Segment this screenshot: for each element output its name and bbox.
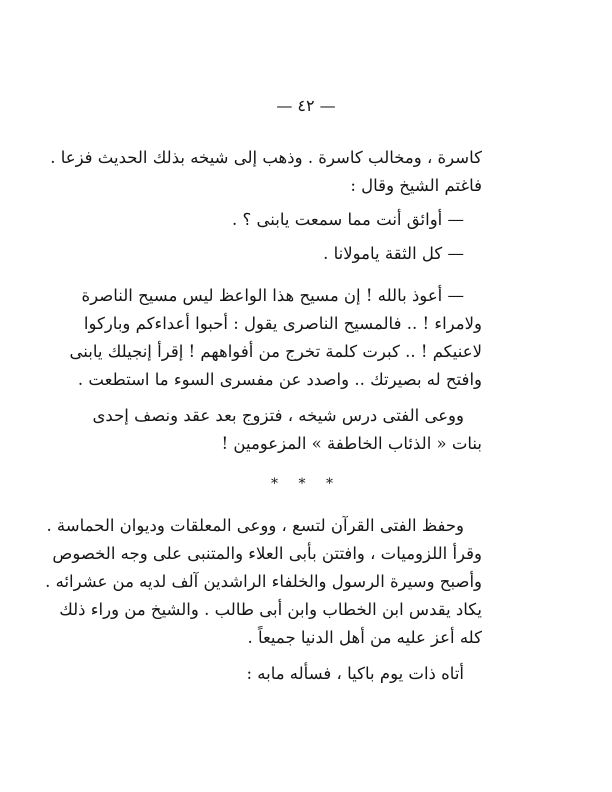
paragraph-line: أتاه ذات يوم باكيا ، فسأله مابه : (246, 664, 464, 683)
text-line: وقرأ اللزوميات ، وافتتن بأبى العلاء والمتنبى على وجه الخصوص (52, 544, 482, 563)
section-separator: * * * (271, 476, 341, 492)
paragraph-line: ووعى الفتى درس شيخه ، فتزوج بعد عقد ونصف إحدى (92, 406, 464, 425)
text-line: كله أعز عليه من أهل الدنيا جميعاً . (247, 628, 482, 647)
text-line: بنات « الذئاب الخاطفة » المزعومين ! (221, 434, 482, 453)
page-number: — ٤٢ — (276, 96, 336, 115)
text-line: فاغتم الشيخ وقال : (350, 176, 482, 195)
text-line: وافتح له بصيرتك .. واصدد عن مفسرى السوء ما استطعت . (77, 370, 482, 389)
text-line: كاسرة ، ومخالب كاسرة . وذهب إلى شيخه بذلك الحديث فزعا . (50, 148, 482, 167)
paragraph-line: وحفظ الفتى القرآن لتسع ، ووعى المعلقات وديوان الحماسة . (46, 516, 464, 535)
text-line: وأصبح وسيرة الرسول والخلفاء الراشدين آلف لديه من عشرائه . (45, 572, 482, 591)
dialogue-line: — أوائق أنت مما سمعت يابنى ؟ . (232, 210, 464, 229)
text-line: يكاد يقدس ابن الخطاب وابن أبى طالب . والشيخ من وراء ذلك (59, 600, 482, 619)
dialogue-line: — كل الثقة يامولانا . (323, 244, 464, 263)
text-line: لاعنيكم ! .. كبرت كلمة تخرج من أفواههم ! إقرأ إنجيلك يابنى (69, 342, 482, 361)
text-line: ولامراء ! .. فالمسيح الناصرى يقول : أحبوا أعداءكم وباركوا (83, 314, 482, 333)
dialogue-line: — أعوذ بالله ! إن مسيح هذا الواعظ ليس مسيح الناصرة (81, 286, 464, 305)
